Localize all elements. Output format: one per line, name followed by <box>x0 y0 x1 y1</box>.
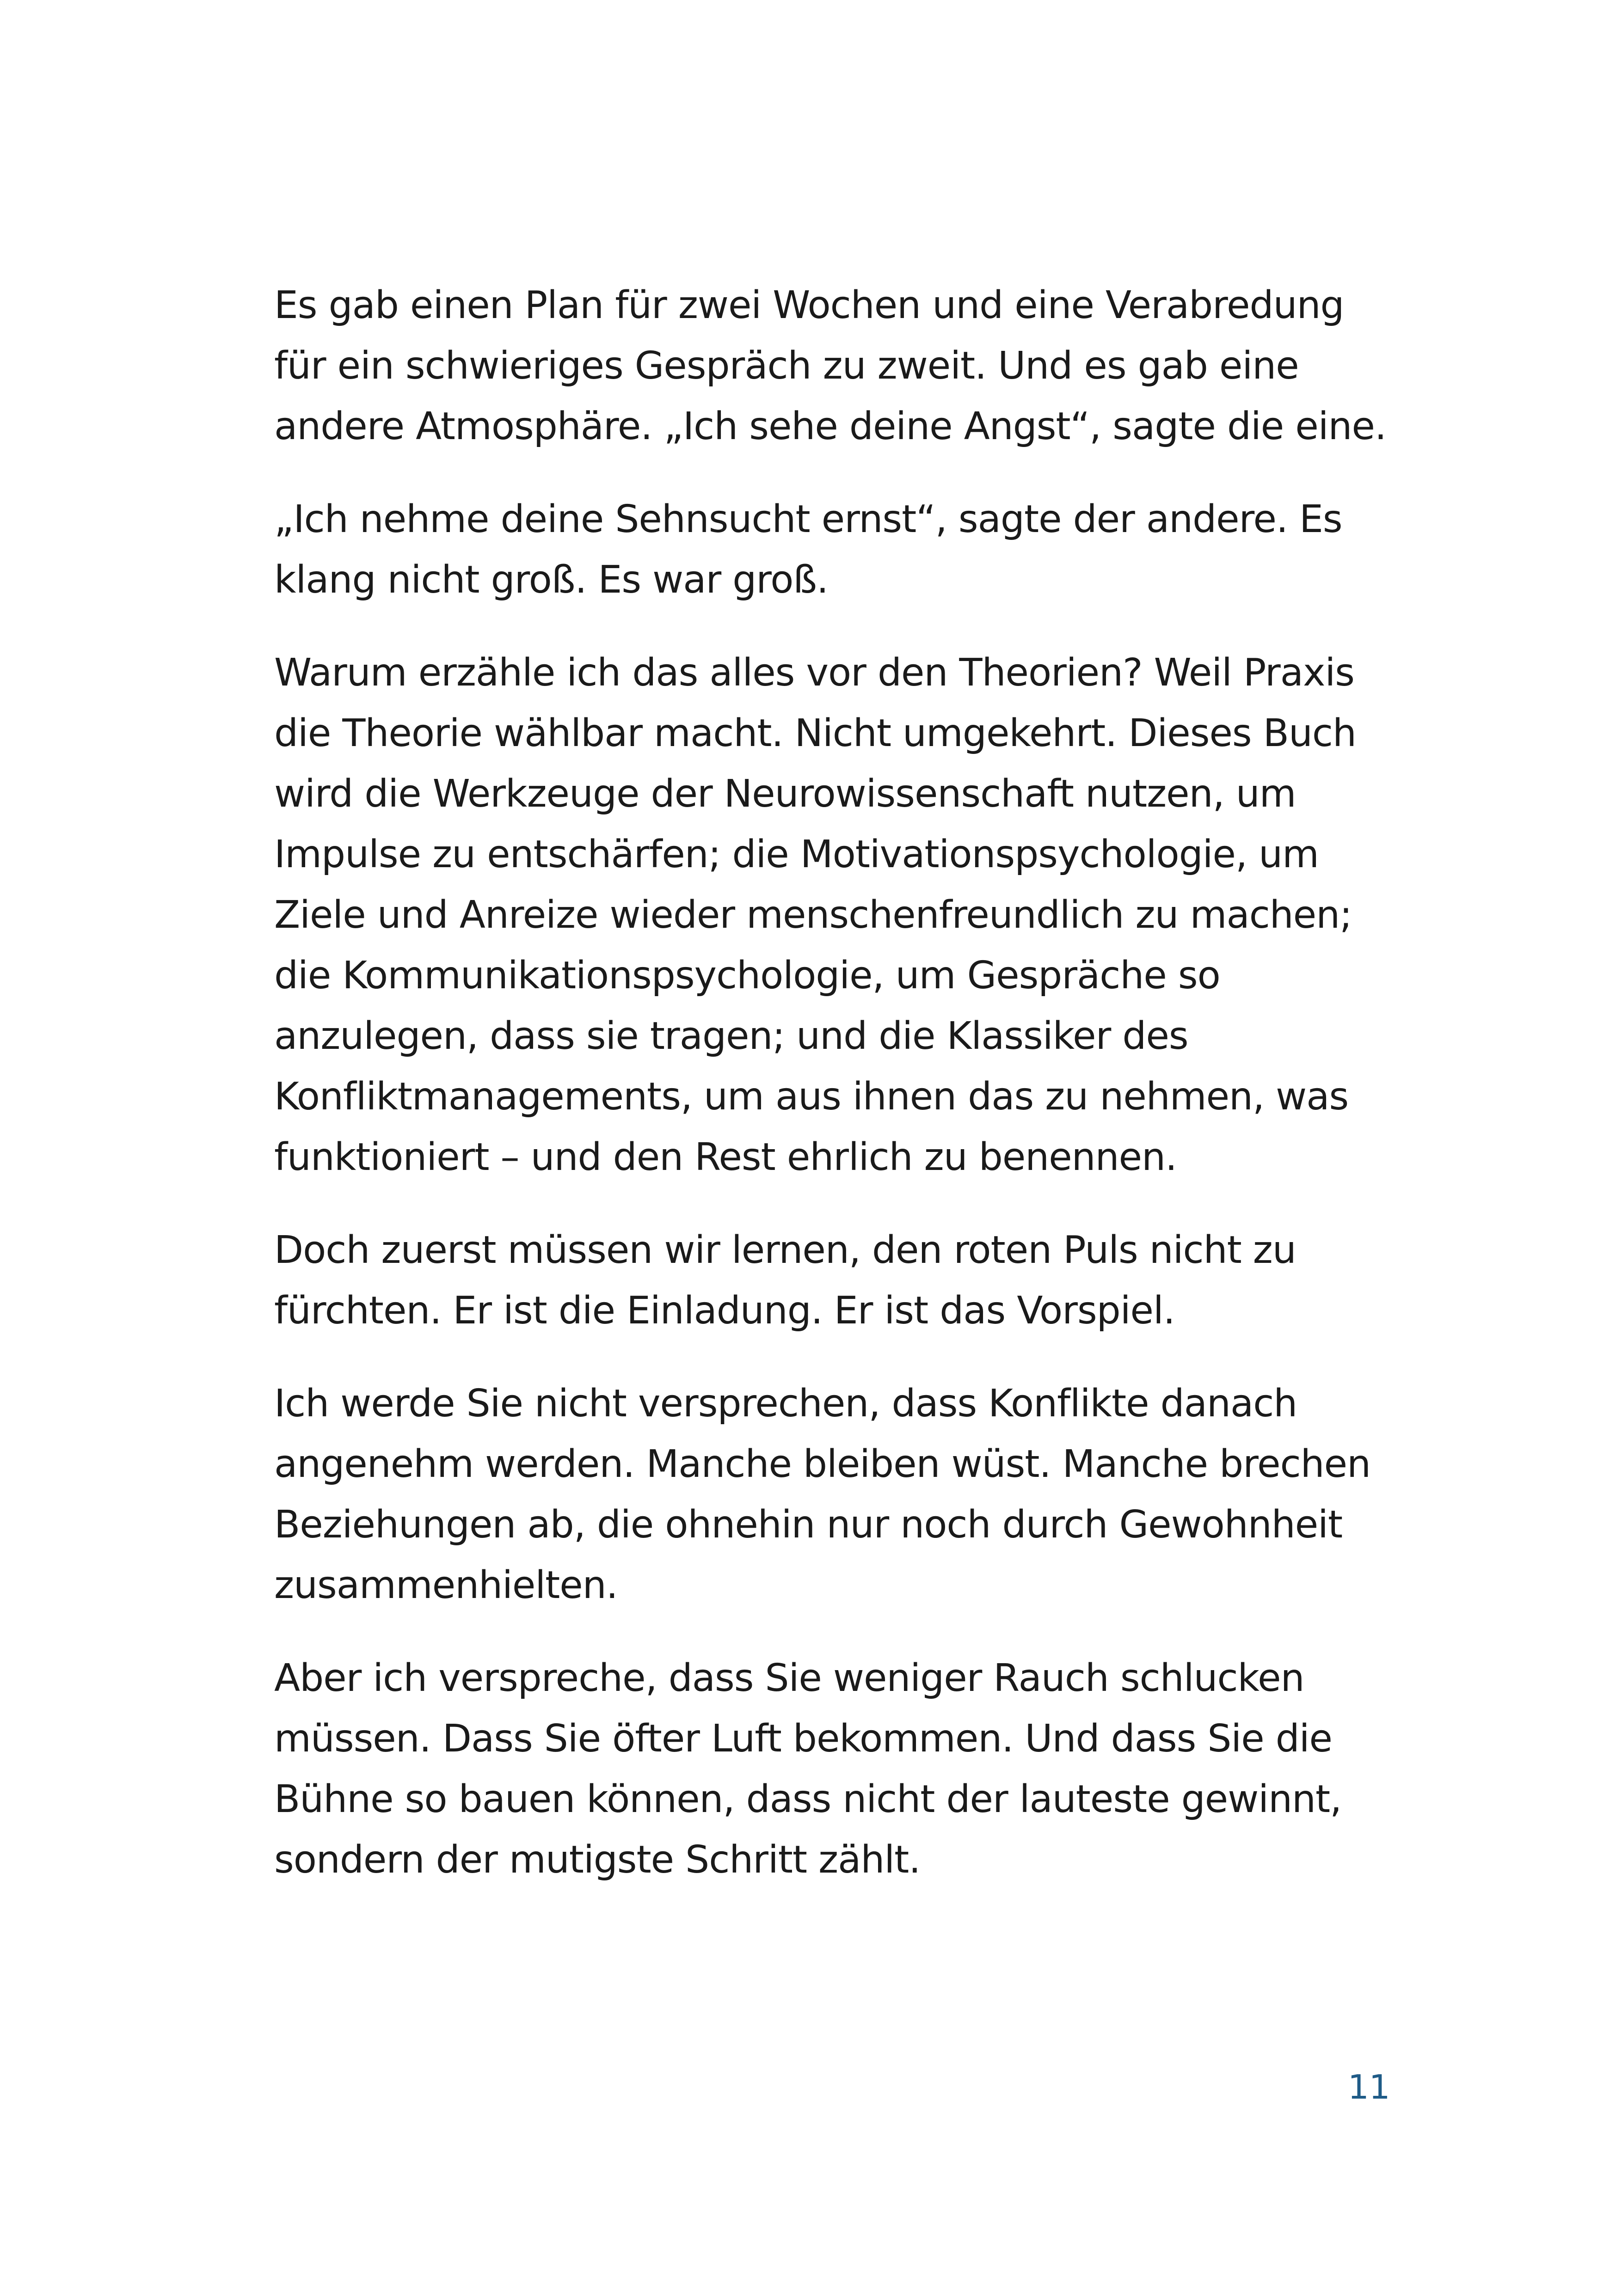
paragraph-3 <box>274 643 1416 1188</box>
text-line: Bühne so bauen können, dass nicht der lauteste gewinnt, <box>274 1777 1342 1821</box>
text-line: sondern der mutigste Schritt zählt. <box>274 1838 921 1882</box>
text-line: Warum erzähle ich das alles vor den Theorien? Weil Praxis <box>274 651 1355 695</box>
paragraph-6 <box>274 1648 1416 1890</box>
text-line: angenehm werden. Manche bleiben wüst. Manche brechen <box>274 1442 1371 1486</box>
paragraph-1 <box>274 275 1416 457</box>
text-line: anzulegen, dass sie tragen; und die Klassiker des <box>274 1014 1188 1058</box>
text-line: funktioniert – und den Rest ehrlich zu benennen. <box>274 1135 1177 1179</box>
text-line: zusammenhielten. <box>274 1563 618 1607</box>
text-line: Ich werde Sie nicht versprechen, dass Konflikte danach <box>274 1382 1297 1426</box>
text-line: müssen. Dass Sie öfter Luft bekommen. Und dass Sie die <box>274 1717 1333 1761</box>
text-line: Aber ich verspreche, dass Sie weniger Rauch schlucken <box>274 1656 1304 1700</box>
text-line: Ziele und Anreize wieder menschenfreundlich zu machen; <box>274 893 1352 937</box>
text-line: wird die Werkzeuge der Neurowissenschaft nutzen, um <box>274 772 1296 816</box>
text-line: Impulse zu entschärfen; die Motivationspsychologie, um <box>274 833 1319 876</box>
text-line: fürchten. Er ist die Einladung. Er ist das Vorspiel. <box>274 1289 1175 1333</box>
text-line: Beziehungen ab, die ohnehin nur noch durch Gewohnheit <box>274 1503 1343 1547</box>
paragraph-2 <box>274 489 1416 610</box>
body-text <box>274 275 1416 1923</box>
text-line: Konfliktmanagements, um aus ihnen das zu nehmen, was <box>274 1075 1349 1119</box>
text-line: die Kommunikationspsychologie, um Gespräche so <box>274 954 1220 998</box>
text-line: andere Atmosphäre. „Ich sehe deine Angst“, sagte die eine. <box>274 404 1387 448</box>
page-number: 11 <box>1348 2068 1390 2106</box>
paragraph-4 <box>274 1220 1416 1341</box>
text-line: „Ich nehme deine Sehnsucht ernst“, sagte der andere. Es <box>274 497 1342 541</box>
paragraph-5 <box>274 1373 1416 1616</box>
text-line: Es gab einen Plan für zwei Wochen und eine Verabredung <box>274 283 1344 327</box>
text-line: klang nicht groß. Es war groß. <box>274 558 829 602</box>
text-line: Doch zuerst müssen wir lernen, den roten Puls nicht zu <box>274 1228 1296 1272</box>
text-line: die Theorie wählbar macht. Nicht umgekehrt. Dieses Buch <box>274 711 1356 755</box>
text-line: für ein schwieriges Gespräch zu zweit. Und es gab eine <box>274 344 1299 388</box>
